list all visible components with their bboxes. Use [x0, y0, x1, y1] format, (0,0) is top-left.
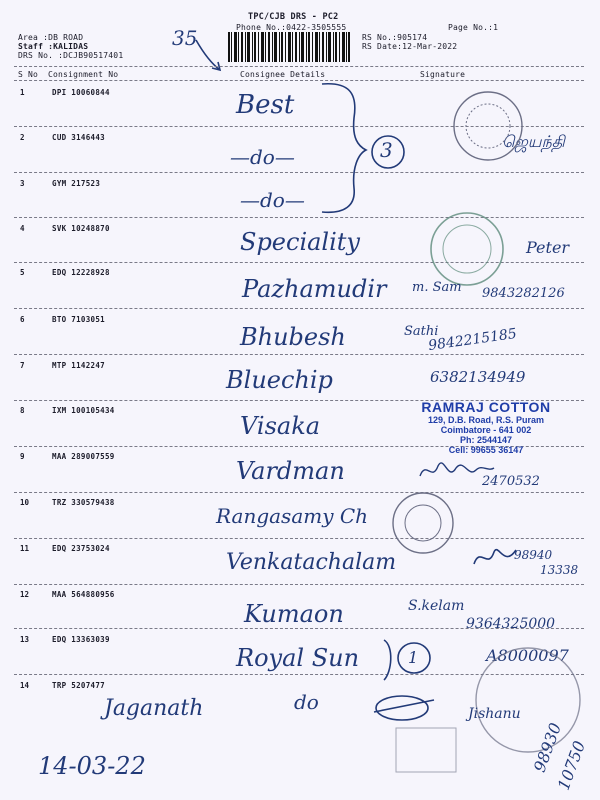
- rs-number: RS No.:905174: [362, 33, 428, 42]
- circled-number: 1: [408, 648, 419, 667]
- arrow-mark: [190, 36, 230, 76]
- phone-row7: 6382134949: [430, 368, 526, 386]
- crossed-scribble: [370, 690, 440, 726]
- row-consignment: GYM 217523: [52, 179, 101, 188]
- row-sno: 11: [20, 544, 30, 553]
- row-consignment: BTO 7103051: [52, 315, 105, 324]
- row-sno: 3: [20, 179, 25, 188]
- page-number: Page No.:1: [448, 23, 499, 32]
- staff-label: Staff :KALIDAS: [18, 42, 89, 51]
- signature-row11: [470, 540, 520, 574]
- phone-row5: 9843282126: [482, 286, 565, 301]
- ditto-mark: do: [294, 690, 319, 714]
- circled-count: 3: [380, 138, 393, 162]
- stamp-company: RAMRAJ COTTON: [421, 399, 551, 415]
- barcode-image: [228, 32, 350, 62]
- drs-number: DRS No. :DCJB90517401: [18, 51, 124, 60]
- column-consignment: Consignment No: [48, 70, 119, 79]
- consignee-name: Kumaon: [244, 600, 344, 628]
- phone-row12: 9364325000: [466, 616, 556, 632]
- stamp-phone: Ph: 2544147: [459, 435, 513, 445]
- signature-row9: [416, 456, 496, 486]
- consignee-name: Visaka: [240, 412, 321, 440]
- area-label: Area :DB ROAD: [18, 33, 84, 42]
- row-divider: [14, 308, 584, 309]
- consignee-name: Bluechip: [226, 366, 333, 394]
- row-consignment: MTP 1142247: [52, 361, 105, 370]
- round-stamp: [448, 86, 528, 166]
- header-rule-top: [14, 66, 584, 67]
- consignee-name: Pazhamudir: [242, 275, 387, 303]
- row-consignment: IXM 100105434: [52, 406, 115, 415]
- row-consignment: EDQ 13363039: [52, 635, 110, 644]
- consignee-name: Speciality: [240, 228, 360, 256]
- phone-row11-2: 13338: [540, 563, 579, 577]
- consignee-name: —do—: [240, 188, 305, 212]
- signature-row5: m. Sam: [412, 280, 462, 295]
- phone-number: Phone No.:0422-3505555: [236, 23, 347, 32]
- row-sno: 10: [20, 498, 30, 507]
- handwritten-count: 35: [172, 26, 198, 50]
- row-sno: 2: [20, 133, 25, 142]
- row-divider: [14, 354, 584, 355]
- row-sno: 13: [20, 635, 30, 644]
- consignee-name: Vardman: [236, 457, 345, 485]
- row-consignment: EDQ 12228928: [52, 268, 110, 277]
- consignee-name: Venkatachalam: [226, 550, 397, 575]
- row-consignment: DPI 10060844: [52, 88, 110, 97]
- rect-stamp: [392, 720, 462, 780]
- stamp-address1: 129, D.B. Road, R.S. Puram: [427, 415, 545, 425]
- row-consignment: TRP 5207477: [52, 681, 105, 690]
- row-consignment: TRZ 330579438: [52, 498, 115, 507]
- handwritten-date: 14-03-22: [38, 752, 146, 780]
- row-sno: 14: [20, 681, 30, 690]
- signature-row12: S.kelam: [408, 598, 465, 614]
- column-signature: Signature: [420, 70, 466, 79]
- row-sno: 5: [20, 268, 25, 277]
- row-sno: 1: [20, 88, 25, 97]
- number-row14-2: 10750: [553, 738, 590, 793]
- row-consignment: MAA 564880956: [52, 590, 115, 599]
- row-consignment: EDQ 23753024: [52, 544, 110, 553]
- document-title: TPC/CJB DRS - PC2: [248, 12, 339, 22]
- column-sno: S No: [18, 70, 39, 79]
- consignee-name: Jaganath: [104, 696, 204, 721]
- row-divider: [14, 538, 584, 539]
- header-rule-bottom: [14, 80, 584, 81]
- stamp-cell: Cell: 99655 36147: [448, 445, 524, 455]
- consignee-name: Bhubesh: [240, 323, 346, 351]
- row-divider: [14, 584, 584, 585]
- phone-row6: 9842215185: [427, 325, 518, 355]
- consignee-name: Rangasamy Ch: [216, 504, 369, 528]
- signature-row14: Jishanu: [468, 706, 521, 722]
- bracket-mark: [318, 78, 408, 218]
- row-sno: 6: [20, 315, 25, 324]
- row-sno: 8: [20, 406, 25, 415]
- row-sno: 9: [20, 452, 25, 461]
- consignee-name: Best: [236, 90, 295, 120]
- row-divider: [14, 172, 584, 173]
- row-sno: 12: [20, 590, 30, 599]
- round-stamp-3: [388, 488, 458, 558]
- column-consignee: Consignee Details: [240, 70, 326, 79]
- consignee-name: —do—: [230, 145, 295, 169]
- number-row14: 98930: [529, 720, 566, 775]
- phone-row11: 98940: [514, 548, 553, 562]
- stamp-address2: Coimbatore - 641 002: [440, 425, 532, 435]
- row-sno: 7: [20, 361, 25, 370]
- row-consignment: SVK 10248870: [52, 224, 110, 233]
- row-consignment: MAA 289007559: [52, 452, 115, 461]
- signature-row13: A8000097: [486, 646, 569, 665]
- company-stamp: [396, 399, 576, 455]
- signature-peter: Peter: [526, 238, 570, 257]
- phone-row9: 2470532: [482, 474, 540, 489]
- signature-row6: Sathi: [404, 324, 439, 339]
- consignee-name: Royal Sun: [236, 644, 360, 672]
- row-divider: [14, 492, 584, 493]
- row-consignment: CUD 3146443: [52, 133, 105, 142]
- rs-date: RS Date:12-Mar-2022: [362, 42, 458, 51]
- row-sno: 4: [20, 224, 25, 233]
- signature-row1: ஜெயந்தி: [502, 132, 565, 151]
